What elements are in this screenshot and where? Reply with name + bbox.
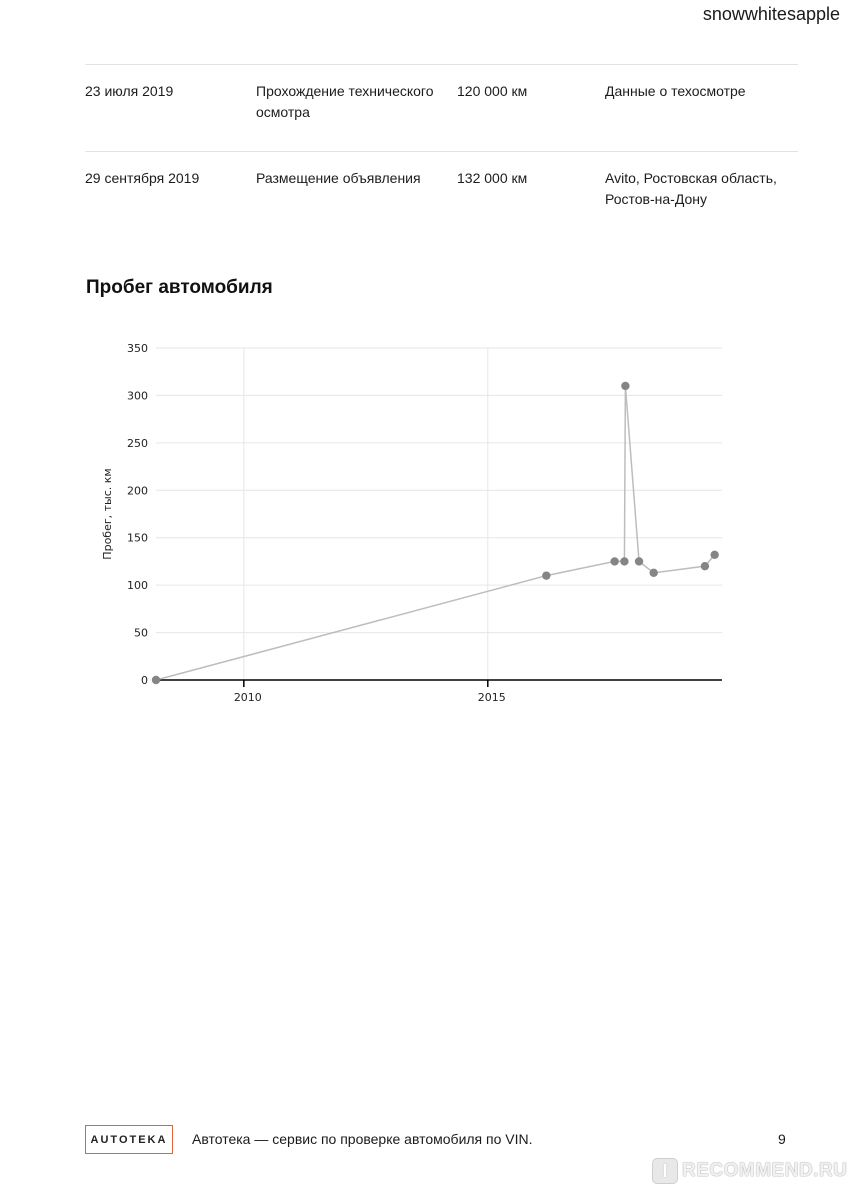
row-date: 29 сентября 2019 — [85, 170, 200, 186]
data-point — [710, 551, 718, 559]
row-event: Прохождение технического осмотра — [256, 83, 434, 120]
table-row — [85, 151, 798, 238]
y-tick-label: 300 — [127, 389, 148, 403]
y-tick-label: 200 — [127, 484, 148, 498]
watermark — [652, 1158, 847, 1184]
y-tick-label: 0 — [141, 674, 148, 687]
row-mileage: 120 000 км — [457, 83, 528, 99]
data-point — [620, 557, 628, 565]
row-info: Данные о техосмотре — [605, 83, 746, 99]
mileage-chart — [95, 330, 735, 720]
row-event: Размещение объявления — [256, 170, 421, 186]
watermark-badge-icon: I — [652, 1158, 678, 1184]
autoteka-logo: AUTOTEKA — [85, 1125, 173, 1154]
data-point — [610, 557, 618, 565]
series-line — [156, 386, 715, 680]
y-tick-label: 50 — [134, 626, 148, 640]
section-title: Пробег автомобиля — [86, 277, 273, 298]
data-point — [542, 571, 550, 579]
row-info: Avito, Ростовская область, Ростов-на-Дону — [605, 170, 777, 207]
x-tick-label: 2015 — [477, 691, 506, 704]
y-tick-label: 250 — [127, 436, 148, 450]
y-axis-label: Пробег, тыс. км — [101, 468, 114, 560]
row-date: 23 июля 2019 — [85, 83, 174, 99]
y-tick-label: 150 — [127, 531, 148, 545]
username: snowwhitesapple — [702, 4, 840, 24]
data-point — [701, 562, 709, 570]
y-tick-label: 350 — [127, 342, 148, 355]
y-tick-label: 100 — [127, 579, 148, 593]
page-number: 9 — [778, 1131, 786, 1147]
data-point — [635, 557, 643, 565]
x-tick-label: 2010 — [233, 691, 262, 704]
table-row — [85, 64, 798, 151]
footer-text: Автотека — сервис по проверке автомобиля по VIN. — [192, 1131, 533, 1147]
row-mileage: 132 000 км — [457, 170, 528, 186]
data-point — [649, 569, 657, 577]
data-point — [152, 676, 160, 684]
watermark-text: RECOMMEND.RU — [682, 1160, 848, 1181]
history-table — [85, 64, 798, 238]
data-point — [621, 382, 629, 390]
